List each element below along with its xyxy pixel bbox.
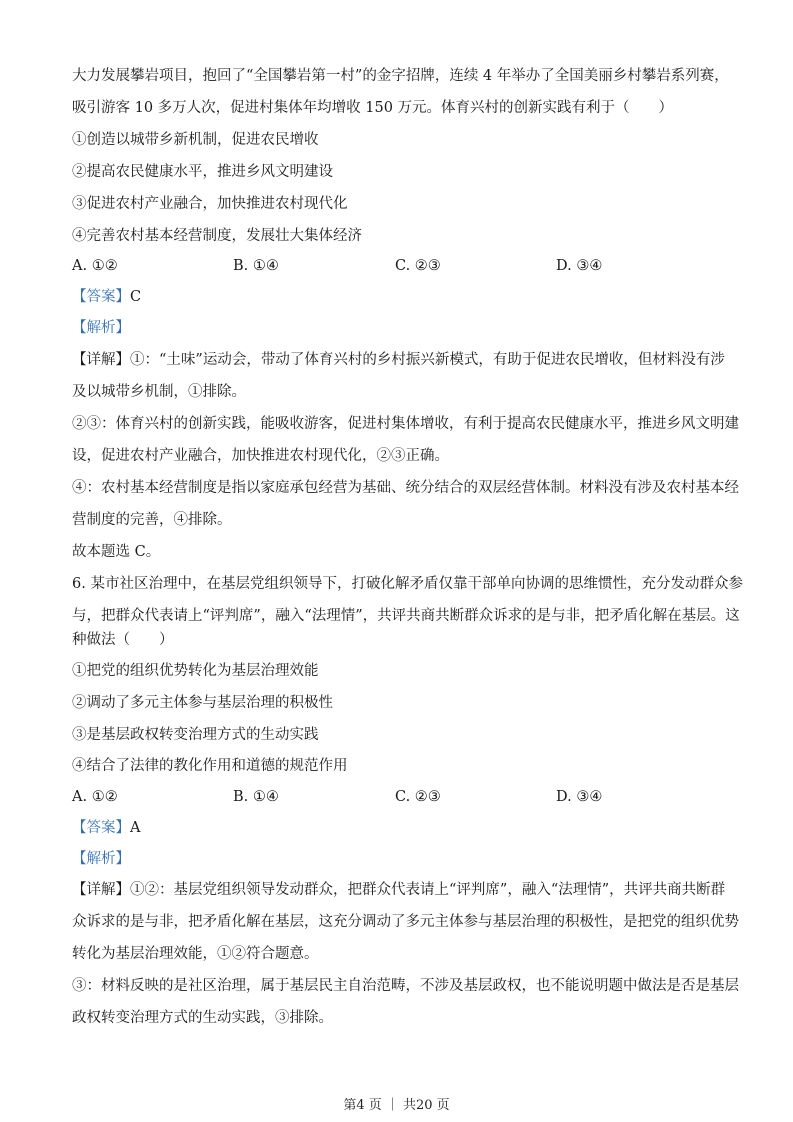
q5-analysis-tag (72, 318, 130, 338)
q6-stem-line-3: 种做法（ ） (72, 632, 174, 648)
q5-detail-line-3: ②③：体育兴村的创新实践，能吸收游客，促进村集体增收，有利于提高农民健康水平，推进乡风文明建 (72, 416, 739, 432)
q6-answer (72, 818, 140, 838)
q5-option-c: C. ②③ (395, 258, 441, 274)
q5-stem-line-1: 大力发展攀岩项目，抱回了“全国攀岩第一村”的金字招牌，连续 4 年举办了全国美丽乡村攀岩系列赛， (72, 68, 729, 84)
page-footer: 第4 页 ｜ 共20 页 (343, 1098, 450, 1113)
q6-stem-line-1: 6. 某市社区治理中，在基层党组织领导下，打破化解矛盾仅靠干部单向协调的思维惯性，充分发动群众参 (72, 576, 743, 592)
q6-detail-line-2: 众诉求的是与非，把矛盾化解在基层，这充分调动了多元主体参与基层治理的积极性，是把党的组织优势 (72, 914, 739, 930)
q6-detail-line-4: ③：材料反映的是社区治理，属于基层民主自治范畴，不涉及基层政权，也不能说明题中做法是否是基层 (72, 978, 739, 994)
q6-detail-line-1 (72, 880, 725, 900)
answer-value: C (130, 289, 142, 305)
q6-item-2: ②调动了多元主体参与基层治理的积极性 (72, 695, 333, 711)
q5-item-2: ②提高农民健康水平，推进乡风文明建设 (72, 164, 333, 180)
q5-item-4: ④完善农村基本经营制度，发展壮大集体经济 (72, 228, 362, 244)
q6-stem-line-2: 与，把群众代表请上“评判席”，融入“法理情”，共评共商共断群众诉求的是与非，把矛盾化解在基层。这 (72, 608, 740, 624)
q5-detail-line-2: 及以城带乡机制，①排除。 (72, 384, 246, 400)
q6-item-3: ③是基层政权转变治理方式的生动实践 (72, 727, 319, 743)
q5-conclusion: 故本题选 C。 (72, 544, 161, 560)
q5-option-a: A. ①② (72, 258, 118, 274)
q5-answer (72, 287, 141, 307)
q6-item-1: ①把党的组织优势转化为基层治理效能 (72, 663, 319, 679)
answer-tag: 【答案】 (72, 820, 130, 836)
q6-option-d: D. ③④ (556, 789, 603, 805)
q5-detail-line-6: 营制度的完善，④排除。 (72, 512, 232, 528)
q5-option-b: B. ①④ (233, 258, 279, 274)
q5-detail-line-1 (72, 350, 725, 370)
detail-tag: 【详解】 (72, 882, 130, 898)
detail-text: ①②：基层党组织领导发动群众，把群众代表请上“评判席”，融入“法理情”，共评共商共断群 (130, 882, 726, 898)
detail-text: ①：“土味”运动会，带动了体育兴村的乡村振兴新模式，有助于促进农民增收，但材料没有涉 (130, 352, 725, 368)
q5-item-1: ①创造以城带乡新机制，促进农民增收 (72, 132, 319, 148)
q6-item-4: ④结合了法律的教化作用和道德的规范作用 (72, 758, 348, 774)
q6-option-b: B. ①④ (233, 789, 279, 805)
answer-tag: 【答案】 (72, 289, 130, 305)
q6-option-a: A. ①② (72, 789, 118, 805)
q5-item-3: ③促进农村产业融合，加快推进农村现代化 (72, 196, 348, 212)
q6-analysis-tag (72, 849, 130, 869)
q5-detail-line-4: 设，促进农村产业融合，加快推进农村现代化，②③正确。 (72, 448, 449, 464)
q5-stem-line-2: 吸引游客 10 多万人次，促进村集体年均增收 150 万元。体育兴村的创新实践有利于（ ） (72, 100, 674, 116)
q6-option-c: C. ②③ (395, 789, 441, 805)
q6-detail-line-3: 转化为基层治理效能，①②符合题意。 (72, 946, 319, 962)
detail-tag: 【详解】 (72, 352, 130, 368)
q5-option-d: D. ③④ (556, 258, 603, 274)
answer-value: A (130, 820, 141, 836)
analysis-tag: 【解析】 (72, 851, 130, 867)
analysis-tag: 【解析】 (72, 320, 130, 336)
q5-detail-line-5: ④：农村基本经营制度是指以家庭承包经营为基础、统分结合的双层经营体制。材料没有涉及农村基本经 (72, 480, 739, 496)
q6-detail-line-5: 政权转变治理方式的生动实践，③排除。 (72, 1010, 333, 1026)
